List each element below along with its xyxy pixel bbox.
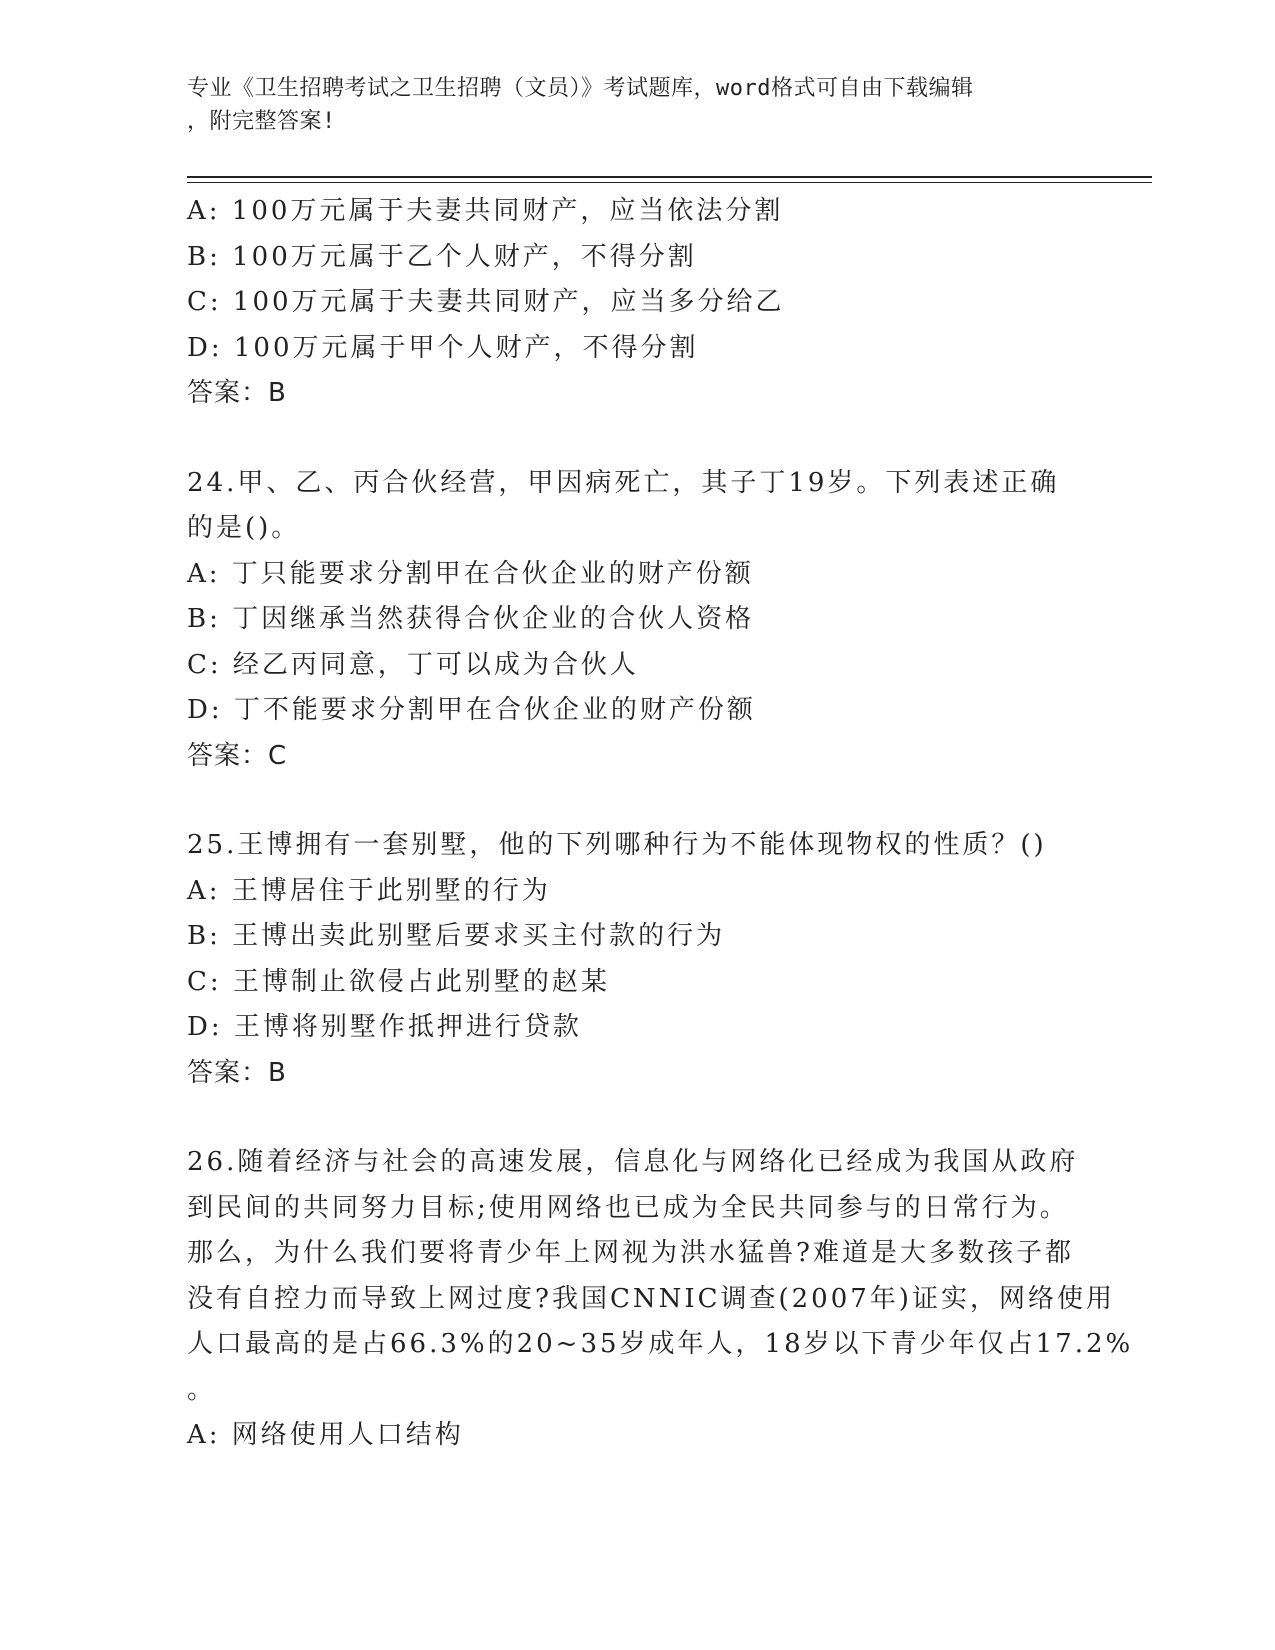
question-gap [187,779,1087,823]
header-rule-thick [187,176,1152,178]
question-stem: 那么，为什么我们要将青少年上网视为洪水猛兽?难道是大多数孩子都 [187,1238,1074,1268]
header-rule-thin [187,182,1152,183]
option-b: B: 王博出卖此别墅后要求买主付款的行为 [187,921,726,951]
document-header [187,72,1067,138]
question-25 [187,823,1087,1096]
option-c: C: 100万元属于夫妻共同财产，应当多分给乙 [187,287,785,317]
question-list [187,189,1134,1459]
option-d: D: 王博将别墅作抵押进行贷款 [187,1012,582,1042]
answer: 答案：C [187,740,288,771]
option-c: C: 经乙丙同意，丁可以成为合伙人 [187,649,639,680]
question-26 [187,1140,1134,1459]
question-stem: 没有自控力而导致上网过度?我国CNNIC调查(2007年)证实，网络使用 [187,1283,1115,1314]
question-24 [187,461,1087,780]
option-a: A: 王博居住于此别墅的行为 [187,875,551,906]
answer: 答案：B [187,378,287,408]
option-b: B: 丁因继承当然获得合伙企业的合伙人资格 [187,604,755,634]
option-a: A: 丁只能要求分割甲在合伙企业的财产份额 [187,558,754,589]
question-stem: 24.甲、乙、丙合伙经营，甲因病死亡，其子丁19岁。下列表述正确 [187,467,1060,498]
option-b: B: 100万元属于乙个人财产，不得分割 [187,241,697,272]
question-stem: 。 [187,1374,217,1405]
question-stem: 25.王博拥有一套别墅，他的下列哪种行为不能体现物权的性质？() [187,830,1047,860]
option-d: D: 丁不能要求分割甲在合伙企业的财产份额 [187,695,756,725]
header-line-2: ，附完整答案! [187,109,336,134]
option-a: A: 网络使用人口结构 [187,1420,464,1450]
question-stem: 26.随着经济与社会的高速发展，信息化与网络化已经成为我国从政府 [187,1147,1079,1177]
header-line-1: 专业《卫生招聘考试之卫生招聘（文员）》考试题库，word格式可自由下载编辑 [187,76,974,101]
question-stem: 的是()。 [187,513,301,543]
answer: 答案：B [187,1057,287,1088]
question-stem: 人口最高的是占66.3%的20~35岁成年人，18岁以下青少年仅占17.2% [187,1329,1134,1359]
question-stem: 到民间的共同努力目标;使用网络也已成为全民共同参与的日常行为。 [187,1192,1069,1223]
question-23 [187,189,1087,417]
option-c: C: 王博制止欲侵占此别墅的赵某 [187,966,610,997]
question-gap [187,1096,1087,1140]
option-d: D: 100万元属于甲个人财产，不得分割 [187,332,699,363]
option-a: A: 100万元属于夫妻共同财产，应当依法分割 [187,196,784,226]
question-gap [187,417,1087,461]
